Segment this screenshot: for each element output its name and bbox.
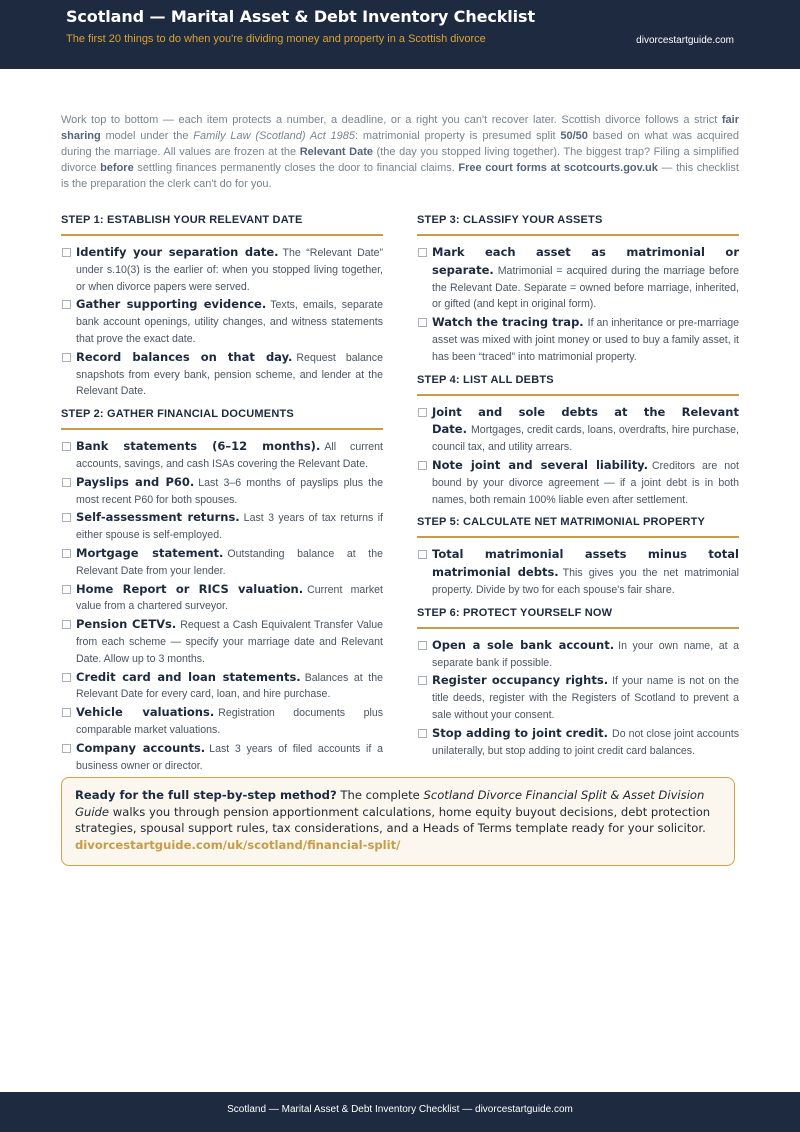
item-lead: Joint and sole debts at the Relevant Date. [432,404,739,437]
item-lead: Stop adding to joint credit. [432,725,609,740]
item-lead: Note joint and several liability. [432,457,648,472]
cta-guide-title: Scotland Divorce Financial Split & Asset Division Guide [75,788,705,819]
item-lead: Open a sole bank account. [432,637,615,652]
checklist-item [61,509,383,544]
item-lead: Mark each asset as matrimonial or separate. [432,245,739,277]
item-text: In your own name, at a separate bank if possible. [432,639,740,669]
item-text: Last 3 years of tax returns if either spouse is self-employed. [76,512,383,542]
checkbox[interactable] [62,620,71,629]
checklist-item [417,404,739,456]
checkbox[interactable] [418,729,427,738]
item-lead: Identify your separation date. [76,245,279,259]
checkbox[interactable] [418,641,427,650]
left-column [61,214,383,782]
checkbox[interactable] [62,673,71,682]
intro-paragraph [61,112,739,192]
intro-bold-before: before [100,162,134,174]
intro-text: based on what was acquired during the marriage. All values are frozen at the [61,130,739,158]
step-heading: STEP 3: CLASSIFY YOUR ASSETS [417,214,739,236]
checklist-item [61,244,383,295]
checklist-item [417,457,739,508]
item-lead: Credit card and loan statements. [76,669,301,684]
page-title: Scotland — Marital Asset & Debt Inventory Checklist [66,7,536,26]
item-lead: Payslips and P60. [76,474,195,489]
site-url[interactable]: divorcestartguide.com [636,35,734,46]
item-lead: Gather supporting evidence. [76,297,267,312]
checkbox[interactable] [62,353,71,362]
intro-bold-split: 50/50 [560,130,588,142]
item-lead: Vehicle valuations. [76,705,215,720]
page-footer [0,1092,800,1132]
step-heading: STEP 6: PROTECT YOURSELF NOW [417,607,739,629]
item-text: Matrimonial = acquired during the marriage before the Relevant Date. Separate = owned before marriage, inherited, or gifted (and kept in original form). [432,264,739,311]
checklist-item [61,581,383,616]
item-lead: Company accounts. [76,740,206,755]
intro-text: — this checklist is the preparation the clerk can't do for you. [61,162,739,190]
item-text: Registration documents plus comparable market valuations. [76,707,384,736]
checkbox[interactable] [418,550,427,559]
item-text: Outstanding balance at the Relevant Date from your lender. [76,547,383,577]
cta-lead: Ready for the full step-by-step method? [75,788,337,802]
intro-text: model under the [100,130,194,142]
step-6 [417,607,739,760]
step-4 [417,374,739,509]
item-text: Mortgages, credit cards, loans, overdrafts, hire purchase, council tax, and utility arrears. [432,424,739,454]
checkbox[interactable] [62,549,71,558]
checkbox[interactable] [62,744,71,753]
intro-bold-fair-sharing: fair sharing [61,114,739,142]
item-text: Last 3–6 months of payslips plus the most recent P60 for both spouses. [76,476,383,506]
item-text: Request a Cash Equivalent Transfer Value from each scheme — specify your marriage date and Relevant Date. Allow up to 3 months. [76,619,383,665]
item-text: The “Relevant Date” under s.10(3) is the earlier of: when you stopped living together, or when divorce papers were served. [76,247,383,293]
item-lead: Register occupancy rights. [432,673,609,688]
item-lead: Record balances on that day. [76,349,293,364]
item-lead: Home Report or RICS valuation. [76,581,304,596]
intro-bold-court-forms: Free court forms at scotcourts.gov.uk [458,162,658,174]
step-heading: STEP 2: GATHER FINANCIAL DOCUMENTS [61,408,383,430]
page-subtitle: The first 20 things to do when you're dividing money and property in a Scottish divorce [66,33,486,45]
item-text: Last 3 years of filed accounts if a business owner or director. [76,742,383,772]
item-text: Balances at the Relevant Date for every card, loan, and hire purchase. [76,671,383,701]
item-text: This gives you the net matrimonial property. Divide by two for each spouse's fair share. [432,567,740,596]
item-lead: Watch the tracing trap. [432,315,584,330]
item-text: All current accounts, savings, and cash ISAs covering the Relevant Date. [76,441,383,470]
checklist-item [61,669,383,704]
cta-text: walks you through pension apportionment calculations, home equity buyout decisions, debt protection strategies, spousal support rules, tax considerations, and a Heads of Terms template ready for your solicitor. [75,804,711,835]
item-text: Texts, emails, separate bank account openings, utility changes, and witness statements that prove the exact date. [76,299,384,345]
checklist-item [61,474,383,509]
checkbox[interactable] [62,513,71,522]
item-lead: Bank statements (6–12 months). [76,439,321,454]
intro-text: Work top to bottom — each item protects a number, a deadline, or a right you can't recover later. Scottish divorce follows a strict [61,114,722,126]
checklist-item [61,438,383,473]
checklist-item [61,545,383,580]
checklist-item [61,616,383,667]
item-text: Request balance snapshots from every bank, pension scheme, and lender at the Relevant Date. [76,351,383,398]
item-text: Creditors are not bound by your divorce agreement — if a joint debt is in both names, both remain 100% liable even after settlement. [432,459,739,506]
cta-text: The complete [336,788,424,802]
step-3 [417,214,739,366]
checklist-item [417,314,739,365]
checklist-item [61,296,383,347]
checkbox[interactable] [418,461,427,470]
intro-act-name: Family Law (Scotland) Act 1985 [193,130,356,142]
checkbox[interactable] [62,300,71,309]
intro-text: settling finances permanently closes the door to financial claims. [133,162,459,174]
checkbox[interactable] [62,248,71,257]
checkbox[interactable] [62,585,71,594]
checkbox[interactable] [418,408,427,417]
item-text: If an inheritance or pre-marriage asset was mixed with joint money or used to buy a family asset, it has been “traced” into matrimonial property. [432,317,740,363]
checkbox[interactable] [62,442,71,451]
cta-box [61,777,735,866]
item-text: Current market value from a chartered surveyor. [76,583,383,613]
step-2 [61,408,383,774]
item-lead: Total matrimonial assets minus total matrimonial debts. [432,547,739,580]
step-heading: STEP 5: CALCULATE NET MATRIMONIAL PROPERTY [417,516,739,538]
item-text: Do not close joint accounts unilaterally, but stop adding to joint credit card balances. [432,727,739,757]
cta-link[interactable]: divorcestartguide.com/uk/scotland/financial-split/ [75,837,401,852]
checklist-item [417,725,739,760]
step-heading: STEP 4: LIST ALL DEBTS [417,374,739,396]
checklist-item [61,704,383,739]
checklist-item [417,244,739,313]
step-1 [61,214,383,400]
footer-text: Scotland — Marital Asset & Debt Inventory Checklist — divorcestartguide.com [227,1104,573,1115]
checklist-item [61,740,383,775]
item-lead: Self-assessment returns. [76,510,240,525]
intro-bold-relevant-date: Relevant Date [299,146,373,158]
checkbox[interactable] [418,248,427,257]
checklist-item [61,349,383,400]
checkbox[interactable] [418,318,427,327]
right-column [417,214,739,767]
checkbox[interactable] [62,478,71,487]
checklist-item [417,637,739,672]
page-header [0,0,800,69]
item-text: If your name is not on the title deeds, register with the Registers of Scotland to prevent a sale without your consent. [432,675,740,721]
item-lead: Mortgage statement. [76,545,224,560]
checkbox[interactable] [62,708,71,717]
intro-text: : matrimonial property is presumed split [355,130,561,142]
intro-text: (the day you stopped living together). The biggest trap? Filing a simplified divorce [61,146,739,174]
step-heading: STEP 1: ESTABLISH YOUR RELEVANT DATE [61,214,383,236]
step-5 [417,516,739,598]
item-lead: Pension CETVs. [76,617,177,632]
checkbox[interactable] [418,676,427,685]
checklist-item [417,546,739,598]
checklist-item [417,672,739,723]
